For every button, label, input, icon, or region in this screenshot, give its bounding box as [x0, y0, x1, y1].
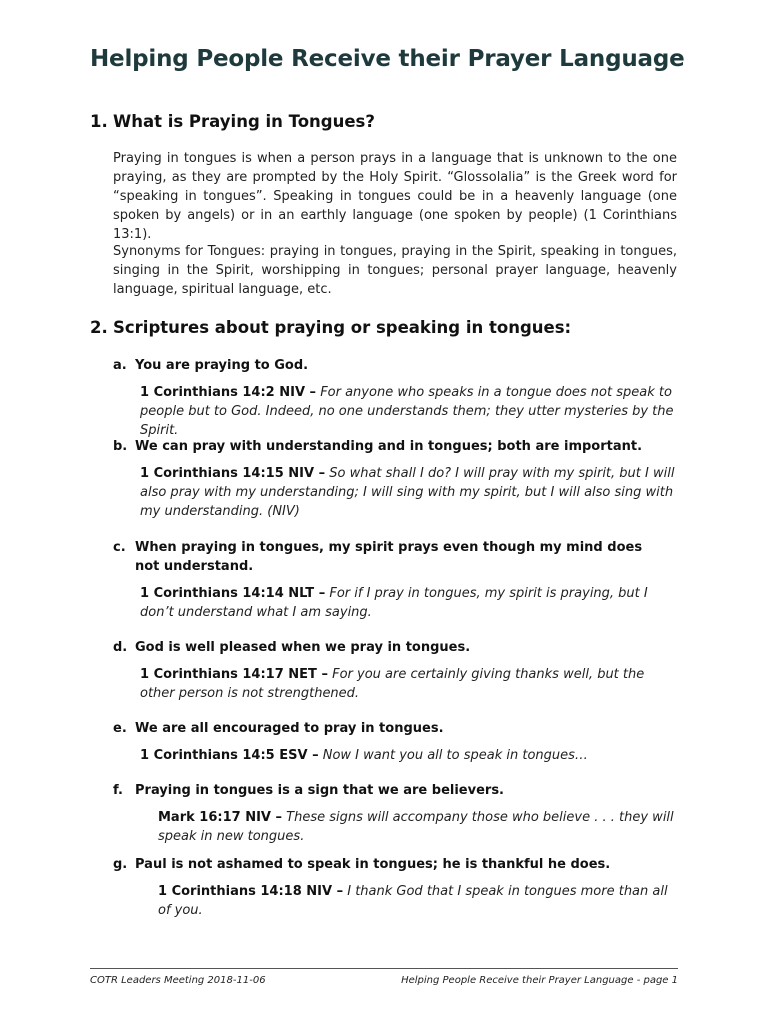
footer-meeting-label: COTR Leaders Meeting 2018-11-06 — [90, 975, 266, 986]
list-letter: e. — [113, 721, 127, 736]
scripture-verse — [158, 882, 678, 920]
section-title: Scriptures about praying or speaking in tongues: — [113, 318, 572, 337]
verse-reference: 1 Corinthians 14:17 NET – — [140, 667, 328, 682]
paragraph-synonyms: Synonyms for Tongues: praying in tongues, praying in the Spirit, speaking in tongues, singing in the Spirit, worshipping in tongues; personal prayer language, heavenly language, spiritual language, etc. — [113, 244, 677, 297]
verse-quote: So what shall I do? I will pray with my spirit, but I will also pray with my understanding; I will sing with my spirit, but I will also sing with my understanding. (NIV) — [140, 466, 675, 519]
section-heading-1 — [90, 112, 375, 131]
scripture-verse — [140, 464, 680, 521]
list-heading-text: You are praying to God. — [135, 358, 309, 373]
list-heading-text: We can pray with understanding and in tongues; both are important. — [135, 439, 643, 454]
scripture-verse — [158, 808, 678, 846]
list-letter: c. — [113, 540, 126, 555]
list-heading-text: We are all encouraged to pray in tongues. — [135, 721, 444, 736]
list-item-heading — [113, 356, 673, 375]
list-heading-text: When praying in tongues, my spirit prays even though my mind does not understand. — [135, 540, 643, 574]
verse-reference: 1 Corinthians 14:15 NIV – — [140, 466, 326, 481]
verse-reference: 1 Corinthians 14:14 NLT – — [140, 586, 326, 601]
list-item-heading — [113, 781, 673, 800]
list-heading-text: Paul is not ashamed to speak in tongues; he is thankful he does. — [135, 857, 611, 872]
verse-reference: Mark 16:17 NIV – — [158, 810, 283, 825]
section-number: 2. — [90, 318, 108, 337]
list-heading-text: God is well pleased when we pray in tongues. — [135, 640, 471, 655]
scripture-verse — [140, 746, 680, 765]
verse-reference: 1 Corinthians 14:5 ESV – — [140, 748, 319, 763]
list-letter: g. — [113, 857, 128, 872]
list-heading-text: Praying in tongues is a sign that we are believers. — [135, 783, 504, 798]
list-letter: a. — [113, 358, 127, 373]
list-item-heading — [113, 538, 673, 576]
list-letter: d. — [113, 640, 128, 655]
verse-quote: Now I want you all to speak in tongues… — [322, 748, 588, 763]
paragraph-definition: Praying in tongues is when a person prays in a language that is unknown to the one praying, as they are prompted by the Holy Spirit. “Glossolalia” is the Greek word for “speaking in tongues”. Speaking in tongues could be in a heavenly language (one spoken by angels) or in an earthly language (one spoken by people) (1 Corinthians 13:1). — [113, 151, 677, 242]
verse-quote: For anyone who speaks in a tongue does not speak to people but to God. Indeed, no one understands them; they utter mysteries by the Spirit. — [140, 385, 674, 438]
list-letter: f. — [113, 783, 123, 798]
list-letter: b. — [113, 439, 128, 454]
list-item-heading — [113, 437, 673, 456]
verse-reference: 1 Corinthians 14:18 NIV – — [158, 884, 344, 899]
verse-quote: I thank God that I speak in tongues more than all of you. — [158, 884, 668, 918]
verse-quote: These signs will accompany those who believe . . . they will speak in new tongues. — [158, 810, 674, 844]
scripture-verse — [140, 665, 680, 703]
scripture-verse — [140, 584, 680, 622]
scripture-verse — [140, 383, 680, 440]
footer-page-label: Helping People Receive their Prayer Language - page 1 — [401, 975, 678, 986]
verse-quote: For if I pray in tongues, my spirit is praying, but I don’t understand what I am saying. — [140, 586, 648, 620]
section-title: What is Praying in Tongues? — [113, 112, 375, 131]
list-item-heading — [113, 855, 673, 874]
list-item-heading — [113, 719, 673, 738]
page-title: Helping People Receive their Prayer Language — [90, 46, 685, 72]
list-item-heading — [113, 638, 673, 657]
section-heading-2 — [90, 318, 571, 337]
verse-quote: For you are certainly giving thanks well, but the other person is not strengthened. — [140, 667, 645, 701]
footer-divider — [90, 968, 678, 969]
section-number: 1. — [90, 112, 108, 131]
verse-reference: 1 Corinthians 14:2 NIV – — [140, 385, 317, 400]
